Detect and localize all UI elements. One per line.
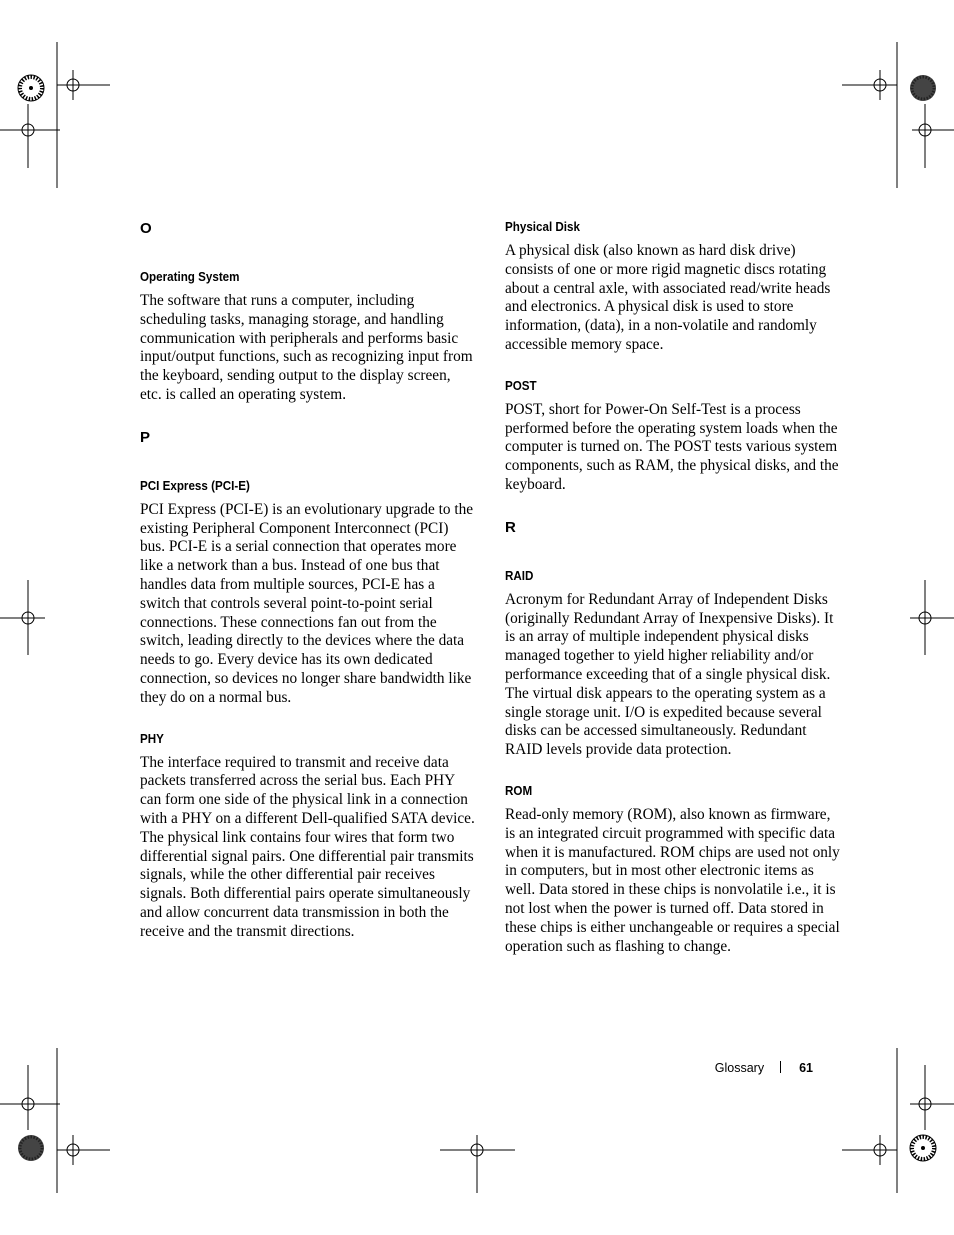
glossary-entry-raid	[505, 567, 841, 760]
left-column	[140, 218, 476, 964]
term-heading: PCI Express (PCI-E)	[140, 478, 250, 493]
term-heading: ROM	[505, 783, 533, 798]
footer-divider	[780, 1061, 781, 1073]
term-definition: Acronym for Redundant Array of Independent Disks (originally Redundant Array of Inexpensive Disks). It is an array of multiple independent physical disks managed together to yield higher reliability and/or performance exceeding that of a single physical disk. The virtual disk appears to the operating system as a single storage unit. I/O is expedited because several disks can be accessed simultaneously. Redundant RAID levels provide data protection.	[505, 590, 834, 759]
term-definition: A physical disk (also known as hard disk drive) consists of one or more rigid magnetic discs rotating about a central axle, with associated read/write heads and electronics. A physical disk is used to store information, (data), in a non-volatile and randomly accessible memory space.	[505, 242, 831, 353]
glossary-entry-operating-system	[140, 268, 476, 405]
right-column	[505, 218, 841, 978]
page-number: 61	[799, 1061, 813, 1075]
section-letter-p: P	[140, 428, 151, 446]
term-heading: Physical Disk	[505, 220, 580, 234]
term-definition: The interface required to transmit and receive data packets transferred across the serial bus. Each PHY can form one side of the physical link in a connection with a PHY on a different Dell-qualified SATA device. The physical link contains four wires that form two differential signal pairs. One differential pair transmits signals, while the other differential pair receives signals. Both differential pairs operate simultaneously and allow concurrent data transmission in both the receive and the transmit directions.	[140, 753, 475, 940]
glossary-entry-post	[505, 377, 841, 495]
section-letter-o: O	[140, 220, 152, 237]
glossary-entry-rom	[505, 782, 841, 956]
section-letter-r: R	[505, 518, 516, 536]
glossary-entry-pci-express	[140, 477, 476, 708]
term-definition: The software that runs a computer, including scheduling tasks, managing storage, and handling communication with peripherals and performs basic input/output functions, such as recognizing input from the keyboard, sending output to the display screen, etc. is called an operating system.	[140, 292, 473, 403]
term-heading: Operating System	[140, 270, 240, 284]
footer-section-name: Glossary	[714, 1061, 765, 1075]
term-definition: Read-only memory (ROM), also known as firmware, is an integrated circuit programmed with specific data when it is manufactured. ROM chips are used not only in computers, but in most other electronic items as well. Data stored in these chips is nonvolatile i.e., it is not lost when the power is turned off. Data stored in these chips is either unchangeable or requires a special operation such as flashing to change.	[505, 805, 840, 955]
term-definition: POST, short for Power-On Self-Test is a process performed before the operating system loads when the computer is turned on. The POST tests various system components, such as RAM, the physical disks, and the keyboard.	[505, 400, 839, 493]
term-heading: POST	[505, 378, 537, 393]
term-heading: RAID	[505, 568, 534, 583]
term-heading: PHY	[140, 731, 164, 746]
page-footer	[0, 1061, 813, 1075]
glossary-entry-physical-disk	[505, 218, 841, 355]
term-definition: PCI Express (PCI-E) is an evolutionary upgrade to the existing Peripheral Component Interconnect (PCI) bus. PCI-E is a serial connection that operates more like a network than a bus. Instead of one bus that handles data from multiple sources, PCI-E has a switch that controls several point-to-point serial connections. These connections fan out from the switch, leading directly to the devices where the data needs to go. Every device has its own dedicated connection, so devices no longer share bandwidth like they do on a normal bus.	[140, 500, 474, 706]
glossary-entry-phy	[140, 730, 476, 942]
